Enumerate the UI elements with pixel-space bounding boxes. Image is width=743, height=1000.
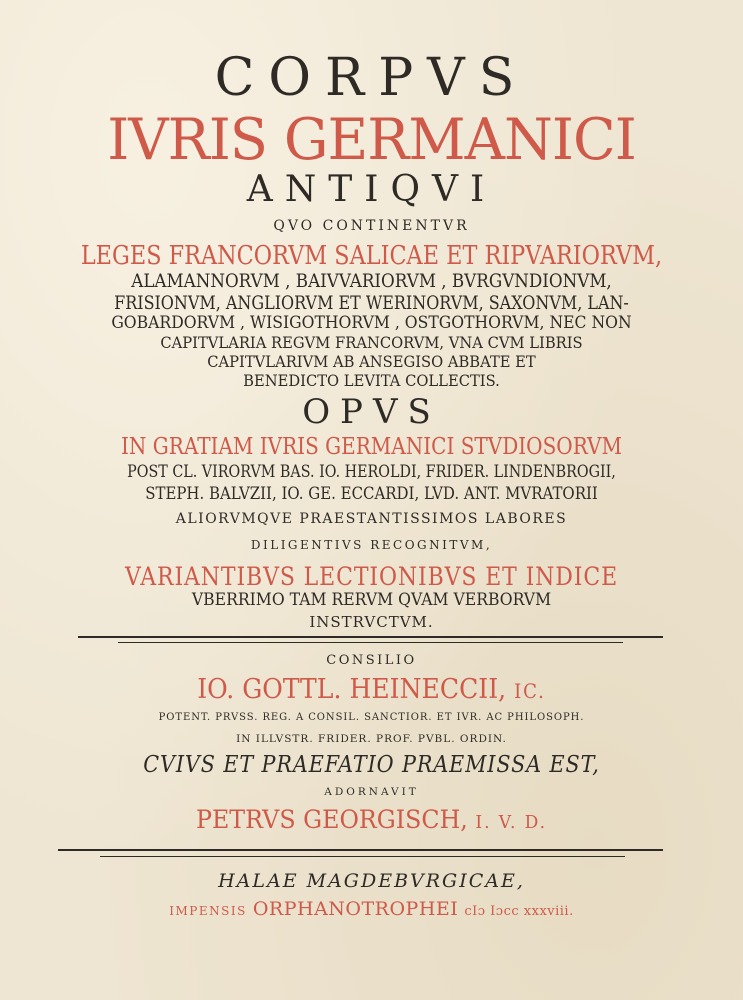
capitularium-line: CAPITVLARIVM AB ANSEGISO ABBATE ET xyxy=(207,352,536,371)
post-cl-virorum-line: POST CL. VIRORVM BAS. IO. HEROLDI, FRIDER. LINDENBROGII, xyxy=(127,462,616,482)
uberrimo-line: VBERRIMO TAM RERVM QVAM VERBORVM xyxy=(191,590,552,610)
double-rule-bottom-lower xyxy=(100,856,625,857)
heineccius-name: IO. GOTTL. HEINECCII, xyxy=(197,674,507,705)
benedicto-line: BENEDICTO LEVITA COLLECTIS. xyxy=(243,371,500,390)
imprint-date: cIɔ Iɔcc xxxviii. xyxy=(464,904,574,919)
georgisch-degree: I. V. D. xyxy=(475,812,548,833)
title-opus: OPVS xyxy=(302,392,441,432)
georgisch-line xyxy=(19,807,725,832)
orphanotrophei-label: ORPHANOTROPHEI xyxy=(252,898,459,920)
impensis-label: IMPENSIS xyxy=(169,904,247,918)
double-rule-bottom-upper xyxy=(58,849,663,851)
title-iuris-germanici: IVRIS GERMANICI xyxy=(107,107,636,173)
halae-line: HALAE MAGDEBVRGICAE, xyxy=(218,870,525,892)
adornavit-line: ADORNAVIT xyxy=(324,786,419,798)
heineccius-line xyxy=(26,676,717,703)
cuius-et-praefatio-line: CVIVS ET PRAEFATIO PRAEMISSA EST, xyxy=(143,752,600,778)
title-antiqui: ANTIQVI xyxy=(246,169,497,210)
leges-francorum-line: LEGES FRANCORVM SALICAE ET RIPVARIORVM, xyxy=(80,241,663,271)
title-corpus: CORPVS xyxy=(214,48,529,108)
frisionum-line: FRISIONVM, ANGLIORVM ET WERINORVM, SAXONVM, LAN- xyxy=(114,292,629,314)
double-rule-top-upper xyxy=(78,636,663,638)
potent-pruss-line: POTENT. PRVSS. REG. A CONSIL. SANCTIOR. ET IVR. AC PHILOSOPH. xyxy=(158,711,585,723)
alamannorum-line: ALAMANNORVM , BAIVVARIORVM , BVRGVNDIONVM, xyxy=(131,270,612,292)
double-rule-top-lower xyxy=(118,642,623,643)
in-illustr-line: IN ILLVSTR. FRIDER. PROF. PVBL. ORDIN. xyxy=(236,733,507,745)
quo-continentur: QVO CONTINENTVR xyxy=(273,218,470,234)
consilio-line: CONSILIO xyxy=(326,653,417,668)
georgisch-name: PETRVS GEORGISCH, xyxy=(195,805,468,834)
imprint-line xyxy=(0,900,743,919)
capitularia-line: CAPITVLARIA REGVM FRANCORVM, VNA CVM LIBRIS xyxy=(160,333,583,352)
steph-baluzii-line: STEPH. BALVZII, IO. GE. ECCARDI, LVD. ANT. MVRATORII xyxy=(145,484,598,504)
diligentius-line: DILIGENTIVS RECOGNITVM, xyxy=(250,538,493,552)
variantibus-line: VARIANTIBVS LECTIONIBVS ET INDICE xyxy=(124,562,619,591)
in-gratiam-line: IN GRATIAM IVRIS GERMANICI STVDIOSORVM xyxy=(121,434,622,460)
heineccius-title: IC. xyxy=(514,680,546,703)
instructum-line: INSTRVCTVM. xyxy=(309,613,434,631)
gobardorum-line: GOBARDORVM , WISIGOTHORVM , OSTGOTHORVM, NEC NON xyxy=(111,313,632,333)
aliorumque-line: ALIORVMQVE PRAESTANTISSIMOS LABORES xyxy=(175,511,568,527)
